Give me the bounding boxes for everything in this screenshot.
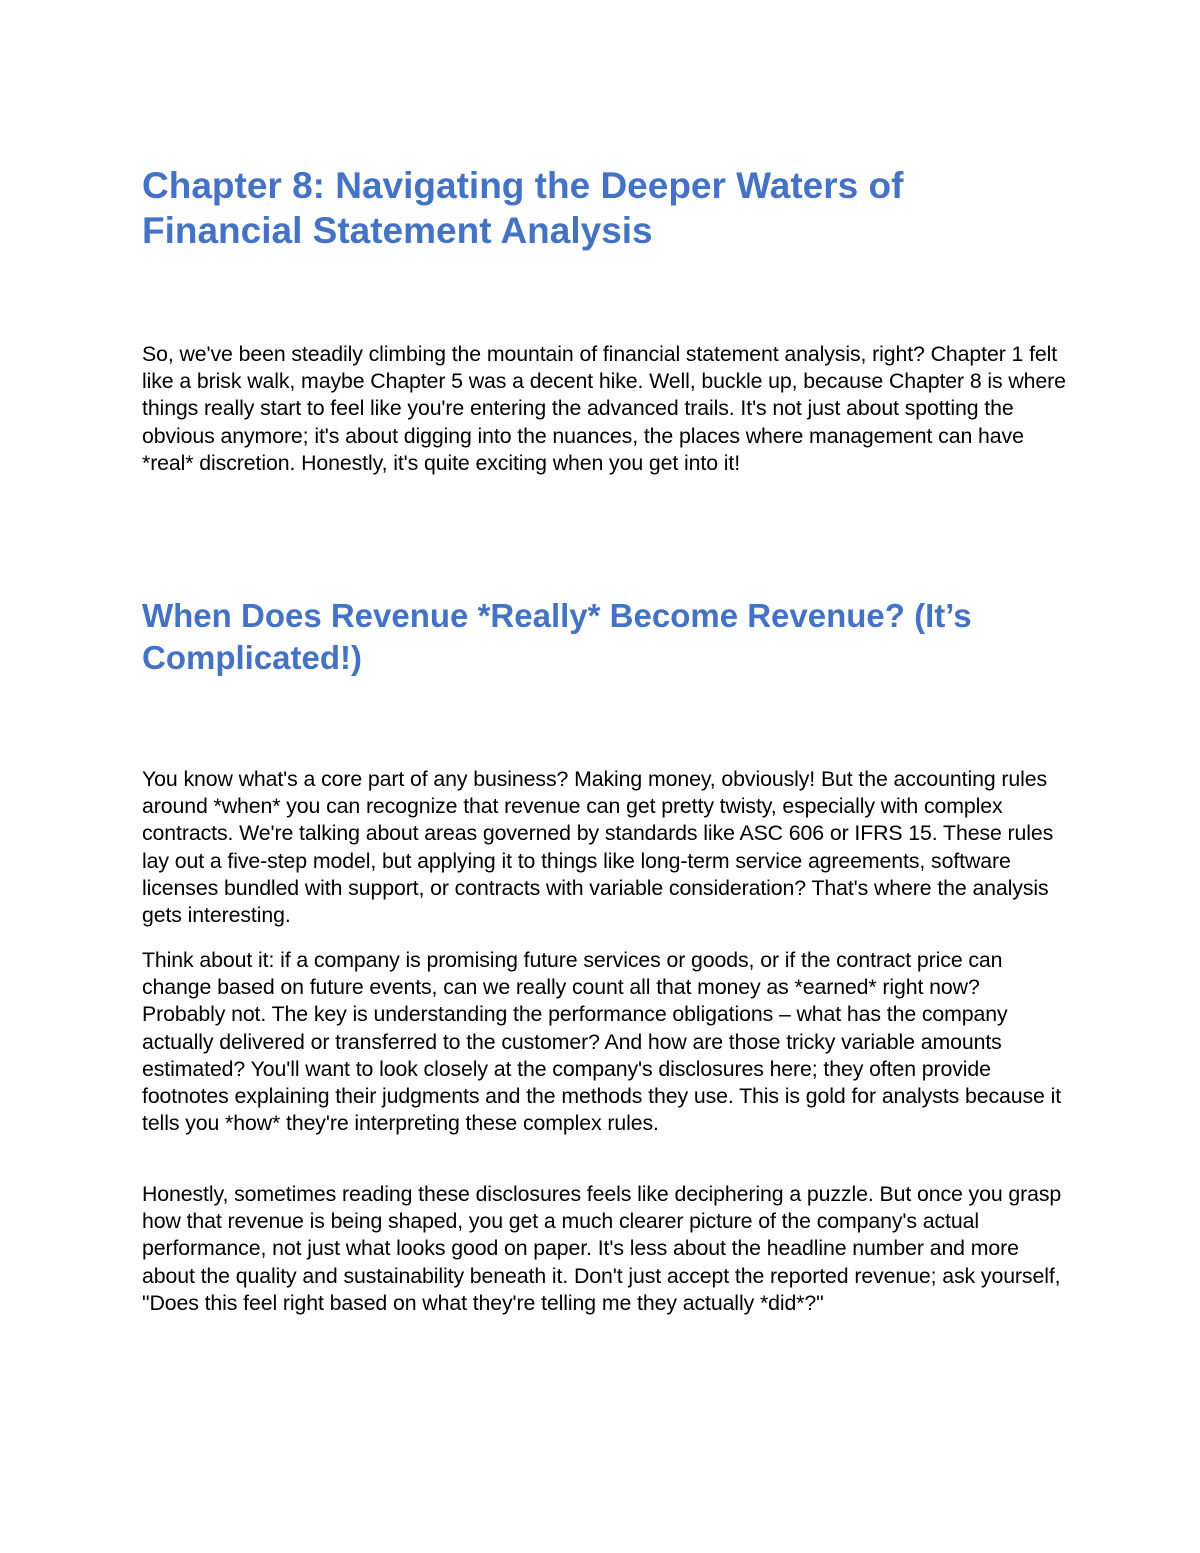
intro-paragraph: So, we've been steadily climbing the mountain of financial statement analysis, right? Chapter 1 felt like a brisk walk, maybe Chapter 5 was a decent hike. Well, buckle up, because Chapter 8 is where things really start to feel like you're entering the advanced trails. It's not just about spotting the obvious anymore; it's about digging into the nuances, the places where management can have *real* discretion. Honestly, it's quite exciting when you get into it! [142,342,1066,475]
body-paragraph: You know what's a core part of any business? Making money, obviously! But the accounting rules around *when* you can recognize that revenue can get pretty twisty, especially with complex contracts. We're talking about areas governed by standards like ASC 606 or IFRS 15. These rules lay out a five-step model, but applying it to things like long-term service agreements, software licenses bundled with support, or contracts with variable consideration? That's where the analysis gets interesting. [142,767,1054,928]
chapter-title: Chapter 8: Navigating the Deeper Waters of Financial Statement Analysis [142,165,904,251]
section-heading-revenue: When Does Revenue *Really* Become Revenue? (It’s Complicated!) [142,597,972,676]
body-paragraph: Honestly, sometimes reading these disclosures feels like deciphering a puzzle. But once you grasp how that revenue is being shaped, you get a much clearer picture of the company's actual performance, not just what looks good on paper. It's less about the headline number and more about the quality and sustainability beneath it. Don't just accept the reported revenue; ask yourself, "Does this feel right based on what they're telling me they actually *did*?" [142,1182,1062,1315]
body-paragraph: Think about it: if a company is promising future services or goods, or if the contract price can change based on future events, can we really count all that money as *earned* right now? Probably not. The key is understanding the performance obligations – what has the company actually delivered or transferred to the customer? And how are those tricky variable amounts estimated? You'll want to look closely at the company's disclosures here; they often provide footnotes explaining their judgments and the methods they use. This is gold for analysts because it tells you *how* they're interpreting these complex rules. [142,948,1062,1136]
